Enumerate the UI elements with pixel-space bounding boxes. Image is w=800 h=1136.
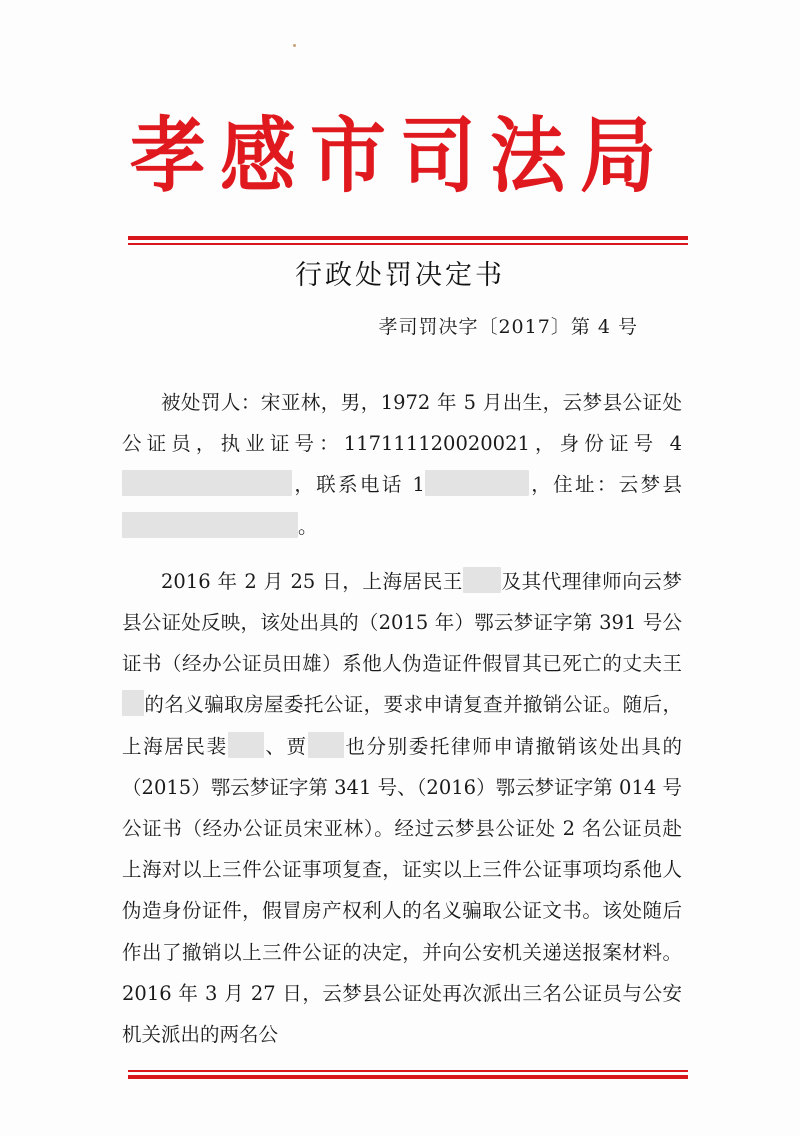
redacted-address (122, 512, 298, 538)
redacted-name-jia (308, 732, 344, 758)
party-end: 。 (298, 514, 318, 538)
id-number-prefix: 4 (669, 432, 682, 456)
phone-prefix: 1 (412, 473, 425, 497)
party-paragraph (122, 382, 682, 547)
footer-rule-thick (128, 1075, 688, 1079)
document-title: 行政处罚决定书 (295, 260, 505, 291)
letterhead-title: 孝感市司法局 (130, 107, 670, 204)
phone-label: ，联系电话 (292, 473, 413, 497)
paragraph-gap (122, 547, 682, 561)
redacted-name-wang (463, 567, 501, 593)
document-body (122, 382, 682, 1055)
address-label: ，住址：云梦县 (528, 473, 682, 497)
facts-paragraph (122, 561, 682, 1055)
header-rule-thin (128, 243, 688, 245)
party-intro: 被处罚人：宋亚林，男，1972 年 5 月出生，云梦县公证处公证员，执业证号：117111120020021，身份证号 (122, 391, 682, 456)
facts-seg1: 2016 年 2 月 25 日，上海居民王 (161, 569, 463, 593)
facts-seg4: 、贾 (263, 734, 308, 758)
footer-rule-thin (128, 1070, 688, 1072)
redacted-name-wang-husband (122, 690, 144, 716)
redacted-name-pei (228, 732, 264, 758)
facts-seg2: 及其代理律师向云梦县公证处反映，该处出具的（2015 年）鄂云梦证字第 391 号公证书（经办公证员田雄）系他人伪造证件假冒其已死亡的丈夫王 (122, 569, 682, 676)
header-rule-thick (128, 236, 688, 240)
document-number: 孝司罚决字〔2017〕第 4 号 (378, 316, 638, 338)
paper-speck (293, 44, 296, 47)
facts-seg3: 的名义骗取房屋委托公证，要求申请复查并撤销公证。随后，上海居民裴 (122, 693, 682, 758)
redacted-phone (425, 470, 529, 496)
facts-seg5: 也分别委托律师申请撤销该处出具的（2015）鄂云梦证字第 341 号、（2016）鄂云梦证字第 014 号公证书（经办公证员宋亚林）。经过云梦县公证处 2 名公证员赴上海对以上三件公证事项复查，证实以上三件公证事项均系他人伪造身份证件，假冒房产权利人的名义骗取公证文书。该处随后作出了撤销以上三件公证的决定，并向公安机关递送报案材料。2016 年 3 月 27 日，云梦县公证处再次派出三名公证员与公安机关派出的两名公 (122, 734, 682, 1047)
redacted-id-number (122, 470, 292, 496)
